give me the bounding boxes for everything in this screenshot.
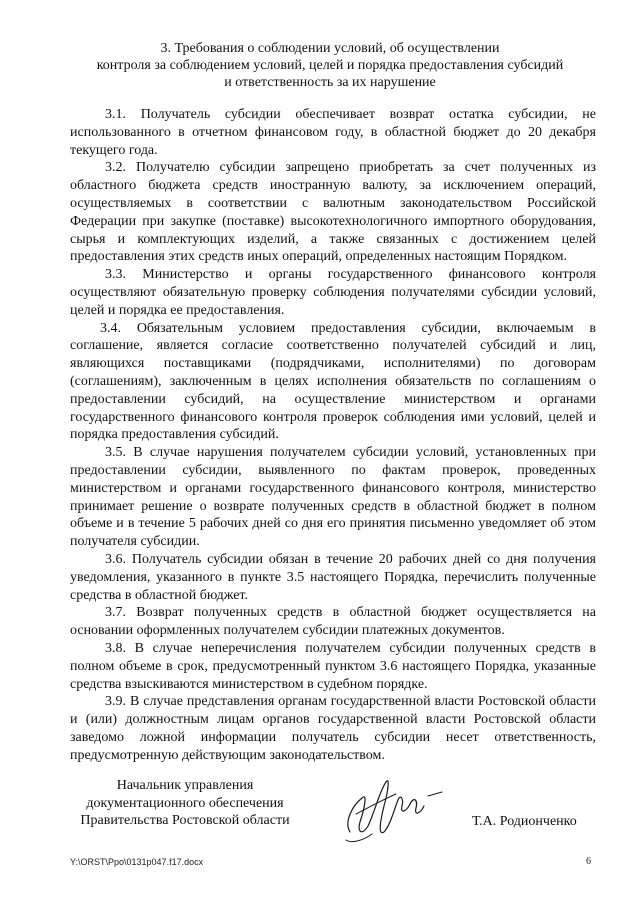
paragraph-3-8: 3.8. В случае неперечисления получателем субсидии полученных средств в полном объеме в срок, предусмотренный пунктом 3.6 настоящего Порядка, указанные средства взыскиваются министерством в судебном порядке. [70, 640, 596, 692]
paragraph-3-7: 3.7. Возврат полученных средств в областной бюджет осуществляется на основании оформленных получателем субсидии платежных документов. [70, 605, 596, 639]
heading-line-1: 3. Требования о соблюдении условий, об осуществлении [160, 41, 500, 56]
paragraph-3-1: 3.1. Получатель субсидии обеспечивает возврат остатка субсидии, не использованного в отчетном финансовом году, в областной бюджет до 20 декабря текущего года. [70, 107, 596, 158]
footer-file-path: Y:\ORST\Ppo\0131p047.f17.docx [70, 857, 204, 867]
paragraph-3-5: 3.5. В случае нарушения получателем субсидии условий, установленных при предоставлении субсидии, выявленного по фактам проверок, проведенных министерством и органами государственного финансового контроля, министерство принимает решение о возврате полученных средств в областной бюджет в полном объеме и в течение 5 рабочих дней со дня его принятия письменно уведомляет об этом получателя субсидии. [70, 445, 596, 550]
position-line-2: документационного обеспечения [86, 795, 284, 811]
paragraph-3-9: 3.9. В случае представления органам государственной власти Ростовской области и (или) должностным лицам органов государственной власти Ростовской области заведомо ложной информации получатель субсидии несет ответственность, предусмотренную действующим законодательством. [70, 694, 596, 763]
section-heading [60, 40, 600, 91]
document-body [70, 106, 596, 764]
paragraph-3-2: 3.2. Получателю субсидии запрещено приобретать за счет полученных из областного бюджета средств иностранную валюту, за исключением операций, осуществляемых в соответствии с валютным законодательством Российской Федерации при закупке (поставке) высокотехнологичного импортного оборудования, сырья и комплектующих изделий, а также связанных с достижением целей предоставления этих средств иных операций, определенных настоящим Порядком. [70, 160, 596, 265]
heading-line-2: контроля за соблюдением условий, целей и порядка предоставления субсидий [96, 58, 564, 73]
position-line-3: Правительства Ростовской области [80, 813, 290, 828]
paragraph-3-4: 3.4. Обязательным условием предоставления субсидии, включаемым в соглашение, является согласие соответственно получателей субсидий и лиц, являющихся поставщиками (подрядчиками, исполнителями) по договорам (соглашениям), заключенным в целях исполнения обязательств по соглашениям о предоставлении субсидий, на осуществление министерством и органами государственного финансового контроля проверок соблюдения ими условий, целей и порядка предоставления субсидий. [70, 320, 596, 443]
signatory-name: Т.А. Родионченко [472, 814, 577, 829]
footer-page-number: 6 [586, 856, 591, 867]
position-line-1: Начальник управления [116, 778, 254, 793]
signatory-position [70, 777, 300, 830]
paragraph-3-3: 3.3. Министерство и органы государственного финансового контроля осуществляют обязательную проверку соблюдения получателями субсидии условий, целей и порядка ее предоставления. [70, 267, 596, 318]
paragraph-3-6: 3.6. Получатель субсидии обязан в течение 20 рабочих дней со дня получения уведомления, указанного в пункте 3.5 настоящего Порядка, перечислить полученные средства в областной бюджет. [70, 551, 596, 603]
heading-line-3: и ответственность за их нарушение [224, 75, 436, 90]
handwritten-signature [338, 770, 448, 850]
